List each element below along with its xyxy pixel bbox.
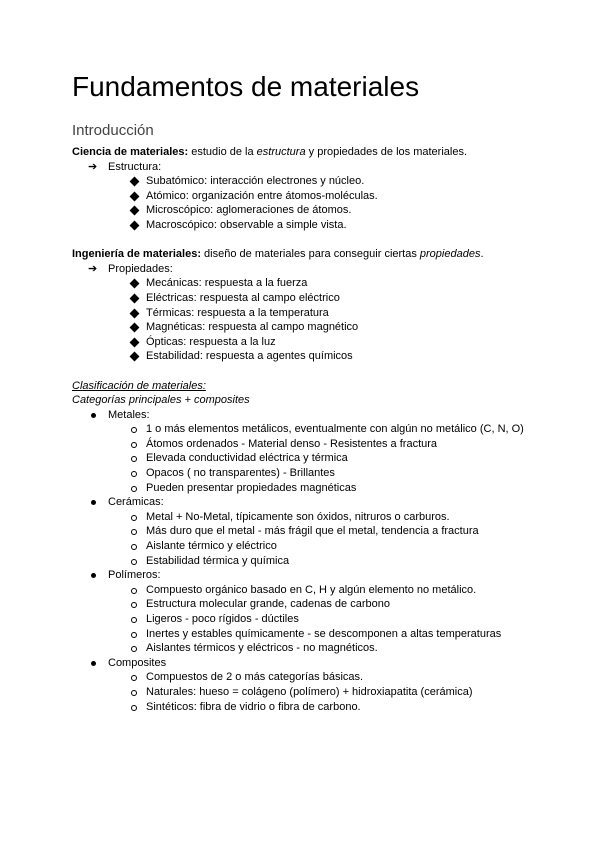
list-item-text: Sintéticos: fibra de vidrio o fibra de carbono. [146,700,361,713]
list-item-text: Microscópico: aglomeraciones de átomos. [146,204,352,217]
list-item [72,306,542,321]
disc-bullet-icon [91,573,96,578]
list-item [72,510,542,525]
text: estudio de la [188,146,257,158]
document-body [72,145,542,714]
ingenieria-definition [72,247,542,262]
list-item-text: Compuestos de 2 o más categorías básicas. [146,671,364,684]
arrow-item [72,262,542,277]
disc-bullet-icon [91,500,96,505]
list-item [72,597,542,612]
list-item-text: Aislantes térmicos y eléctricos - no magnéticos. [146,642,378,655]
list-item-text: Opacos ( no transparentes) - Brillantes [146,467,335,480]
list-item [72,495,542,510]
circle-bullet-icon [131,529,137,535]
diamond-bullet-icon [130,177,140,187]
list-item-text: Estabilidad térmica y química [146,554,290,567]
circle-bullet-icon [131,427,137,433]
list-item-text: Atómico: organización entre átomos-moléculas. [146,189,378,202]
list-item-text: Composites [108,656,167,669]
emphasis: estructura [256,146,306,158]
list-item-text: Eléctricas: respuesta al campo eléctrico [146,291,340,304]
list-item [72,189,542,204]
list-item-text: Subatómico: interacción electrones y núcleo. [146,175,365,188]
list-item [72,700,542,715]
text: diseño de materiales para conseguir ciertas [201,248,420,261]
circle-bullet-icon [131,544,137,550]
diamond-bullet-icon [130,352,140,362]
list-item [72,203,542,218]
list-item [72,554,542,569]
disc-bullet-icon [91,661,96,666]
circle-bullet-icon [131,632,137,638]
term: Ciencia de materiales: [72,146,189,158]
diamond-bullet-icon [130,191,140,201]
circle-bullet-icon [131,442,137,448]
list-item [72,685,542,700]
list-item-text: Más duro que el metal - más frágil que el metal, tendencia a fractura [146,525,479,538]
list-item [72,524,542,539]
diamond-bullet-icon [130,279,140,289]
text: Propiedades: [108,262,173,275]
list-item [72,641,542,656]
list-item [72,583,542,598]
list-item-text: Átomos ordenados - Material denso - Resistentes a fractura [146,437,438,450]
diamond-bullet-icon [130,337,140,347]
diamond-bullet-icon [130,206,140,216]
arrow-icon: ➔ [88,262,98,275]
circle-bullet-icon [131,617,137,623]
arrow-item [72,160,542,175]
list-item-text: Metal + No-Metal, típicamente son óxidos, nitruros o carburos. [146,510,450,523]
list-item-text: Pueden presentar propiedades magnéticas [146,481,357,494]
ciencia-list [72,174,542,232]
list-item [72,291,542,306]
categories-list [72,408,542,714]
list-item-text: Polímeros: [108,569,161,582]
diamond-bullet-icon [130,293,140,303]
diamond-bullet-icon [130,221,140,231]
list-item-text: Estructura molecular grande, cadenas de carbono [146,598,390,611]
circle-bullet-icon [131,705,137,711]
list-item-text: Cerámicas: [108,496,164,509]
list-item [72,422,542,437]
list-item [72,276,542,291]
text: y propiedades de los materiales. [305,146,468,158]
term: Ingeniería de materiales: [72,248,201,261]
list-item-text: Ligeros - poco rígidos - dúctiles [146,613,299,625]
text: . [480,248,484,261]
document-title: Fundamentos de materiales [72,71,420,102]
circle-bullet-icon [131,515,137,521]
list-item-text: Aislante térmico y eléctrico [146,540,277,553]
list-item [72,656,542,671]
circle-bullet-icon [131,646,137,652]
list-item-text: Compuesto orgánico basado en C, H y algún elemento no metálico. [146,583,477,596]
circle-bullet-icon [131,690,137,696]
list-item [72,612,542,627]
circle-bullet-icon [131,471,137,477]
list-item [72,627,542,642]
text: Estructura: [108,160,162,173]
list-item [72,451,542,466]
list-item-text: Metales: [108,408,150,421]
list-item-text: 1 o más elementos metálicos, eventualmente con algún no metálico (C, N, O) [146,423,524,436]
clasificacion-subheading: Categorías principales + composites [72,394,250,407]
list-item-text: Magnéticas: respuesta al campo magnético [146,321,359,334]
disc-bullet-icon [91,413,96,418]
list-item [72,174,542,189]
list-item-text: Mecánicas: respuesta a la fuerza [146,277,308,290]
list-item-text: Elevada conductividad eléctrica y térmica [146,452,348,465]
list-item-text: Naturales: hueso = colágeno (polímero) + hidroxiapatita (cerámica) [146,685,473,698]
circle-bullet-icon [131,602,137,608]
list-item [72,218,542,233]
list-item [72,568,542,583]
list-item [72,320,542,335]
list-item-text: Térmicas: respuesta a la temperatura [146,306,329,319]
list-item [72,481,542,496]
list-item-text: Ópticas: respuesta a la luz [146,335,276,348]
list-item [72,437,542,452]
section-heading: Introducción [72,122,154,139]
circle-bullet-icon [131,456,137,462]
list-item-text: Inertes y estables químicamente - se descomponen a altas temperaturas [146,627,502,640]
circle-bullet-icon [131,588,137,594]
ciencia-definition [72,145,542,160]
list-item [72,670,542,685]
arrow-icon: ➔ [88,160,98,173]
list-item-text: Macroscópico: observable a simple vista. [146,218,347,231]
clasificacion-heading: Clasificación de materiales: [72,379,206,392]
emphasis: propiedades [419,248,481,261]
diamond-bullet-icon [130,323,140,333]
list-item [72,335,542,350]
circle-bullet-icon [131,675,137,681]
list-item [72,408,542,423]
list-item [72,349,542,364]
diamond-bullet-icon [130,308,140,318]
ingenieria-list [72,276,542,364]
list-item [72,466,542,481]
circle-bullet-icon [131,559,137,565]
list-item-text: Estabilidad: respuesta a agentes químicos [146,350,353,363]
circle-bullet-icon [131,486,137,492]
list-item [72,539,542,554]
